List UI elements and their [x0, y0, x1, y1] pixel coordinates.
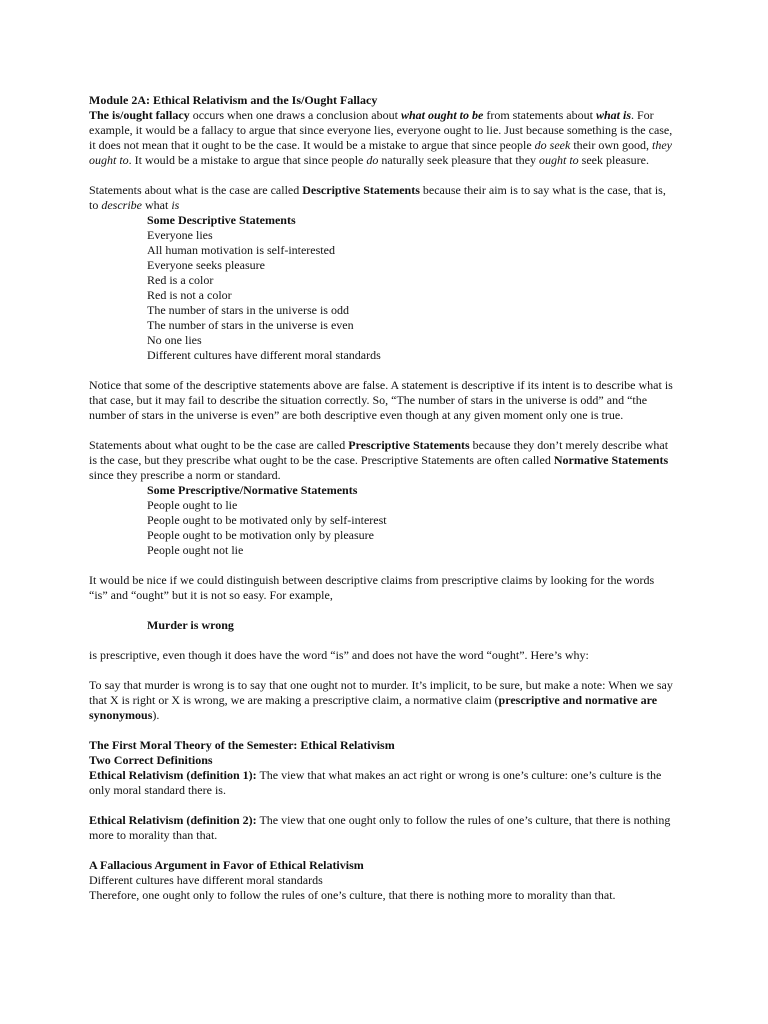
fallacious-premise: Different cultures have different moral standards — [89, 873, 323, 887]
list-item: People ought to lie — [147, 498, 238, 512]
list-item: People ought to be motivated only by self-interest — [147, 513, 387, 527]
intro-emphasis-2: what is — [595, 108, 631, 122]
intro-text-4: their own good, — [570, 138, 652, 152]
list-item: People ought to be motivation only by pleasure — [147, 528, 374, 542]
example-statement: Murder is wrong — [147, 618, 234, 632]
intro-text-1: occurs when one draws a conclusion about — [189, 108, 401, 122]
intro-term: The is/ought fallacy — [89, 108, 190, 122]
prescriptive-intro-paragraph — [89, 438, 674, 483]
intro-text-3: . For example, it would be a fallacy to argue that since everyone lies, everyone ought to lie. Just because something is the case, it does not mean that it ought to be the case. It would be a mistake to argue that since people — [89, 108, 673, 152]
prescriptive-list-heading: Some Prescriptive/Normative Statements — [147, 483, 358, 497]
is-prescriptive-line: is prescriptive, even though it does have the word “is” and does not have the word “ought”. Here’s why: — [89, 648, 589, 662]
list-item: Red is a color — [147, 273, 214, 287]
definition-1-label: Ethical Relativism (definition 1): — [89, 768, 257, 782]
definitions-heading: Two Correct Definitions — [89, 753, 213, 767]
intro-emphasis-4: they ought to — [89, 138, 672, 167]
normative-term: Normative Statements — [553, 453, 669, 467]
murder-paragraph — [89, 678, 674, 723]
definition-2-text: The view that one ought only to follow the rules of one’s culture, that there is nothing more to morality than that. — [89, 813, 671, 842]
intro-emphasis-3: do seek — [534, 138, 571, 152]
prescriptive-intro-text-1: Statements about what ought to be the case are called — [89, 438, 349, 452]
list-item: Everyone seeks pleasure — [147, 258, 265, 272]
intro-text-7: seek pleasure. — [578, 153, 649, 167]
intro-paragraph — [89, 108, 674, 168]
intro-emphasis-6: ought to — [539, 153, 579, 167]
descriptive-list-heading: Some Descriptive Statements — [147, 213, 296, 227]
list-item: Red is not a color — [147, 288, 232, 302]
fallacious-conclusion: Therefore, one ought only to follow the rules of one’s culture, that there is nothing more to morality than that. — [89, 888, 616, 902]
descriptive-list — [89, 213, 674, 363]
definition-2-label: Ethical Relativism (definition 2): — [89, 813, 257, 827]
fallacious-heading: A Fallacious Argument in Favor of Ethical Relativism — [89, 858, 364, 872]
definition-2 — [89, 813, 674, 843]
descriptive-term: Descriptive Statements — [302, 183, 420, 197]
descriptive-intro-paragraph — [89, 183, 674, 213]
list-item: Different cultures have different moral standards — [147, 348, 381, 362]
intro-emphasis-5: do — [366, 153, 379, 167]
list-item: Everyone lies — [147, 228, 213, 242]
descriptive-emphasis-1: describe — [101, 198, 142, 212]
list-item: No one lies — [147, 333, 202, 347]
list-item: All human motivation is self-interested — [147, 243, 335, 257]
theory-heading: The First Moral Theory of the Semester: Ethical Relativism — [89, 738, 395, 752]
descriptive-intro-text-2: because their aim is to say what is the case, that is, to — [89, 183, 666, 212]
prescriptive-list — [89, 483, 674, 558]
distinguish-paragraph: It would be nice if we could distinguish between descriptive claims from prescriptive claims by looking for the words “is” and “ought” but it is not so easy. For example, — [89, 573, 655, 602]
prescriptive-intro-text-3: since they prescribe a norm or standard. — [89, 468, 281, 482]
list-item: The number of stars in the universe is odd — [147, 303, 349, 317]
intro-text-2: from statements about — [483, 108, 596, 122]
list-item: People ought not lie — [147, 543, 244, 557]
definition-1 — [89, 768, 674, 798]
prescriptive-term: Prescriptive Statements — [348, 438, 470, 452]
definition-1-text: The view that what makes an act right or wrong is one’s culture: one’s culture is the only moral standard there is. — [89, 768, 662, 797]
intro-text-6: naturally seek pleasure that they — [378, 153, 539, 167]
intro-emphasis-1: what ought to be — [400, 108, 484, 122]
notice-paragraph: Notice that some of the descriptive statements above are false. A statement is descriptive if its intent is to describe what is that case, but it may fail to describe the situation correctly. So, “The number of stars in the universe is odd” and “the number of stars in the universe is even” are both descriptive even though at any given moment only one is true. — [89, 378, 673, 422]
murder-text-1: To say that murder is wrong is to say that one ought not to murder. It’s implicit, to be sure, but make a note: When we say that X is right or X is wrong, we are making a prescriptive claim, a normative claim ( — [89, 678, 673, 707]
synonymous-note: prescriptive and normative are synonymous — [89, 693, 658, 722]
document-page — [89, 93, 674, 903]
prescriptive-intro-text-2: because they don’t merely describe what is the case, but they prescribe what ought to be the case. Prescriptive Statements are often called — [89, 438, 669, 467]
murder-text-2: ). — [152, 708, 160, 722]
document-title: Module 2A: Ethical Relativism and the Is/Ought Fallacy — [89, 93, 378, 107]
list-item: The number of stars in the universe is even — [147, 318, 354, 332]
descriptive-emphasis-2: is — [171, 198, 180, 212]
descriptive-intro-text-1: Statements about what is the case are called — [89, 183, 303, 197]
descriptive-intro-text-3: what — [142, 198, 172, 212]
intro-text-5: . It would be a mistake to argue that since people — [128, 153, 367, 167]
